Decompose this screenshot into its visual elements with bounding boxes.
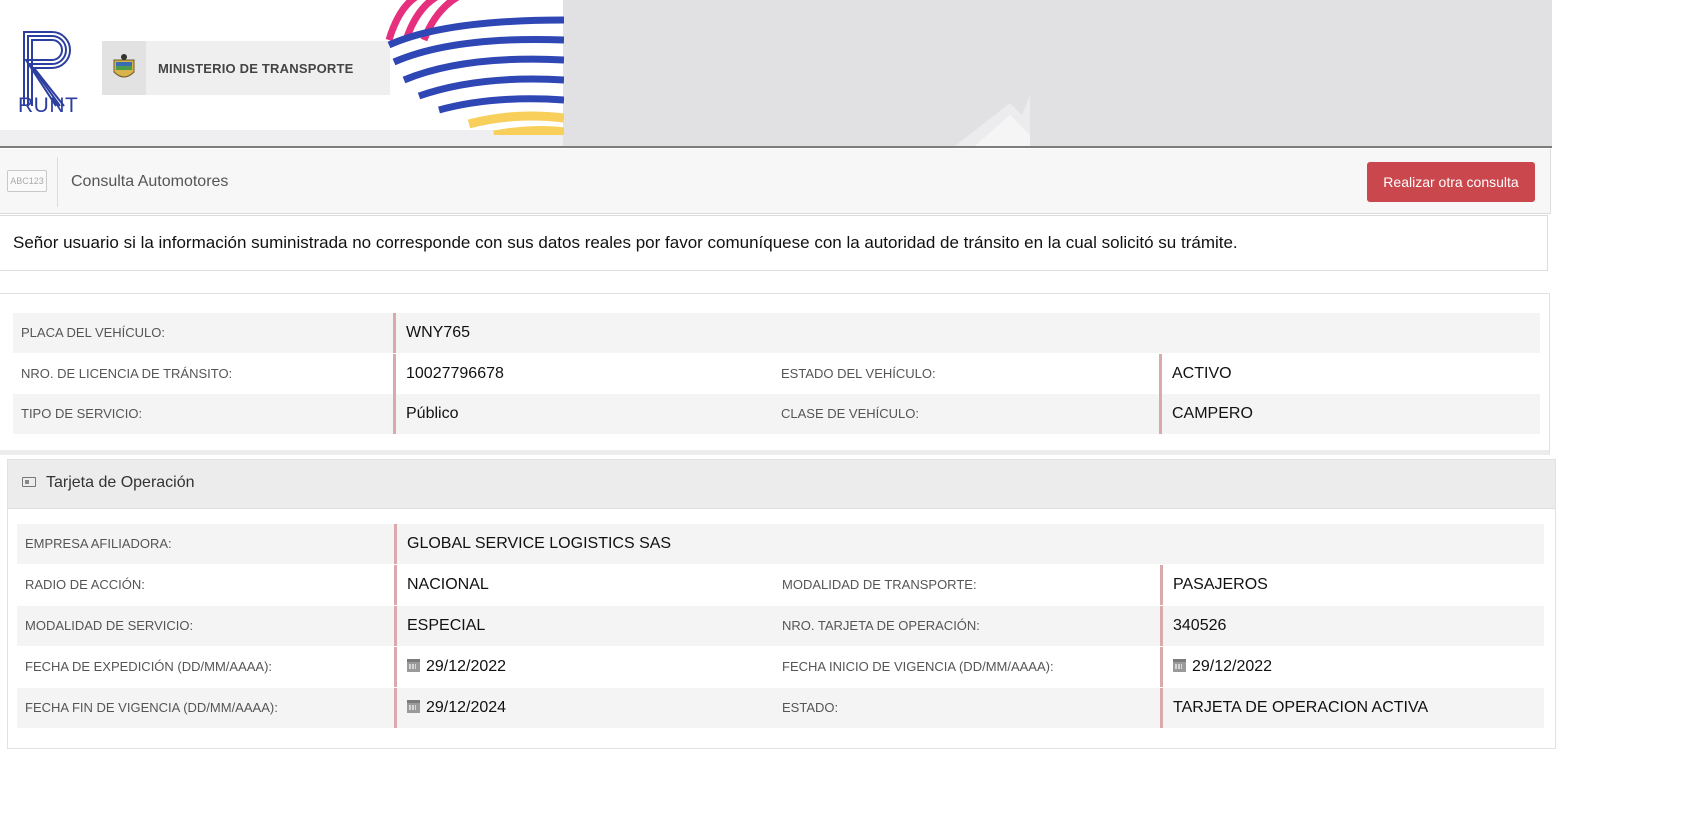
estado-vehiculo-label: ESTADO DEL VEHÍCULO: <box>781 366 936 381</box>
fecha-inicio-cell <box>1160 647 1544 687</box>
id-card-icon <box>22 477 36 487</box>
estado-tarjeta-value: TARJETA DE OPERACION ACTIVA <box>1160 688 1544 728</box>
licencia-label: NRO. DE LICENCIA DE TRÁNSITO: <box>21 366 233 381</box>
estado-vehiculo-value: ACTIVO <box>1159 354 1540 394</box>
table-row <box>13 354 1540 394</box>
fecha-expedicion-cell <box>394 647 774 687</box>
tipo-servicio-label: TIPO DE SERVICIO: <box>21 406 143 421</box>
title-bar <box>0 149 1551 214</box>
estado-tarjeta-label: ESTADO: <box>782 700 839 715</box>
fecha-expedicion-label: FECHA DE EXPEDICIÓN (DD/MM/AAAA): <box>25 659 273 674</box>
fecha-inicio-label: FECHA INICIO DE VIGENCIA (DD/MM/AAAA): <box>782 659 1054 674</box>
section-title: Tarjeta de Operación <box>46 474 195 491</box>
tipo-servicio-value: Público <box>393 394 781 434</box>
user-notice <box>0 215 1548 271</box>
fecha-inicio-value: 29/12/2022 <box>1192 658 1273 675</box>
nro-tarjeta-value: 340526 <box>1160 606 1544 646</box>
new-query-button[interactable]: Realizar otra consulta <box>1367 162 1535 202</box>
placa-label: PLACA DEL VEHÍCULO: <box>21 325 166 340</box>
ministerio-label: MINISTERIO DE TRANSPORTE <box>158 60 354 76</box>
fecha-expedicion-value: 29/12/2022 <box>426 658 507 675</box>
nro-tarjeta-label: NRO. TARJETA DE OPERACIÓN: <box>782 618 980 633</box>
title-separator <box>57 157 58 207</box>
table-row <box>17 647 1544 687</box>
table-row <box>17 688 1544 728</box>
brand-wave-graphic <box>384 0 564 135</box>
radio-accion-value: NACIONAL <box>394 565 774 605</box>
modalidad-transporte-label: MODALIDAD DE TRANSPORTE: <box>782 577 977 592</box>
licencia-value: 10027796678 <box>393 354 773 394</box>
calendar-icon <box>407 659 420 672</box>
calendar-icon <box>407 700 420 713</box>
header-decoration <box>950 95 1040 148</box>
clase-vehiculo-label: CLASE DE VEHÍCULO: <box>781 406 919 421</box>
page-title: Consulta Automotores <box>71 173 229 190</box>
operation-card-panel <box>7 459 1556 749</box>
table-row <box>17 524 1544 564</box>
calendar-icon <box>1173 659 1186 672</box>
modalidad-transporte-value: PASAJEROS <box>1160 565 1544 605</box>
table-row <box>17 606 1544 646</box>
table-row <box>13 313 1540 353</box>
vehicle-info-panel <box>0 293 1550 455</box>
colombia-seal-icon <box>102 41 146 95</box>
table-row <box>17 565 1544 605</box>
table-row <box>13 394 1540 434</box>
section-header[interactable] <box>8 460 1555 509</box>
fecha-fin-value: 29/12/2024 <box>426 699 507 716</box>
clase-vehiculo-value: CAMPERO <box>1159 394 1540 434</box>
site-header <box>0 0 1552 148</box>
header-banner <box>563 0 1552 146</box>
header-divider <box>0 146 1552 148</box>
empresa-label: EMPRESA AFILIADORA: <box>25 536 172 551</box>
empresa-value: GLOBAL SERVICE LOGISTICS SAS <box>394 524 1544 564</box>
runt-logo-text: RUNT <box>18 94 79 117</box>
plate-icon: ABC123 <box>7 170 47 192</box>
ministerio-logo <box>102 41 390 95</box>
fecha-fin-cell <box>394 688 782 728</box>
radio-accion-label: RADIO DE ACCIÓN: <box>25 577 145 592</box>
notice-text: Señor usuario si la información suministrada no corresponde con sus datos reales por favor comuníquese con la autoridad de tránsito en la cual solicitó su trámite. <box>13 233 1238 252</box>
fecha-fin-label: FECHA FIN DE VIGENCIA (DD/MM/AAAA): <box>25 700 278 715</box>
modalidad-servicio-label: MODALIDAD DE SERVICIO: <box>25 618 194 633</box>
placa-value: WNY765 <box>393 313 1540 353</box>
modalidad-servicio-value: ESPECIAL <box>394 606 782 646</box>
